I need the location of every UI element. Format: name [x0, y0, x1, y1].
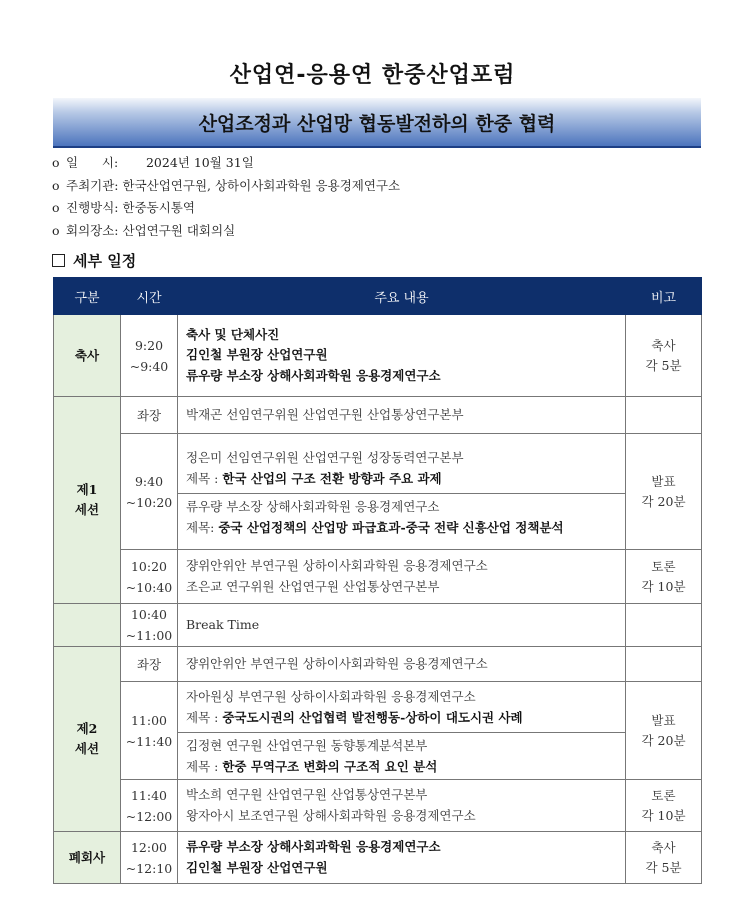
- note-cell: [626, 397, 702, 434]
- info-host: [52, 175, 400, 198]
- info-label: 일 시:: [66, 155, 119, 170]
- title-prefix: 제목 :: [186, 709, 223, 725]
- time-cell: [121, 550, 178, 604]
- title-prefix: 제목 :: [186, 470, 223, 486]
- title-text: 중국 산업정책의 산업망 파급효과-중국 전략 신흥산업 정책분석: [218, 519, 564, 535]
- time-start: 9:40: [134, 473, 164, 489]
- info-label: 회의장소:: [66, 222, 119, 238]
- content-line: 축사 및 단체사진: [186, 326, 280, 342]
- presenter-name: 자아원싱 부연구원 상하이사회과학원 응용경제연구소: [186, 689, 476, 704]
- presentation-title: [186, 757, 617, 778]
- section-heading: [52, 250, 136, 271]
- note-line: 각 20분: [641, 493, 686, 509]
- time-start: 11:00: [130, 712, 168, 728]
- content-cell: [178, 780, 626, 832]
- info-value: 2024년 10월 31일: [145, 155, 254, 170]
- time-start: 10:40: [130, 607, 168, 622]
- info-value: 산업연구원 대회의실: [122, 222, 236, 238]
- presentation-1: [186, 443, 617, 493]
- table-header-row: [54, 278, 702, 315]
- time-end: ~12:10: [125, 860, 173, 876]
- chair-label: 좌장: [121, 647, 178, 682]
- time-cell: [121, 315, 178, 397]
- division-line: 제2: [76, 721, 98, 736]
- section-title: 세부 일정: [73, 252, 137, 270]
- info-method: [52, 197, 400, 220]
- note-line: 발표: [651, 473, 676, 489]
- note-line: 발표: [651, 712, 676, 728]
- note-cell: [626, 647, 702, 682]
- title-text: 한중 무역구조 변화의 구조적 요인 분석: [222, 758, 438, 774]
- content-line: 김인철 부원장 산업연구원: [186, 347, 328, 363]
- division-line: 세션: [74, 502, 100, 517]
- table-row-closing: [54, 832, 702, 884]
- title-text: 중국도시권의 산업협력 발전행동-상하이 대도시권 사례: [222, 709, 523, 725]
- presentation-title: [186, 469, 617, 490]
- note-cell: [626, 604, 702, 647]
- presenter-name: 김정현 연구원 산업연구원 동향통계분석본부: [186, 738, 428, 753]
- info-date: [52, 152, 400, 175]
- time-end: ~10:40: [125, 579, 173, 595]
- note-line: 각 5분: [645, 357, 682, 373]
- header-time: 시간: [121, 278, 178, 315]
- break-label: Break Time: [178, 604, 626, 647]
- content-cell: [178, 832, 626, 884]
- note-line: 각 10분: [641, 807, 686, 823]
- table-row-break: [54, 604, 702, 647]
- bullet: o: [52, 177, 60, 193]
- note-cell: [626, 434, 702, 550]
- presenter-name: 류우량 부소장 상해사회과학원 응용경제연구소: [186, 499, 440, 514]
- chair-label: 좌장: [121, 397, 178, 434]
- time-cell: [121, 682, 178, 780]
- main-title: 산업연-응용연 한중산업포럼: [229, 63, 516, 88]
- time-cell: [121, 780, 178, 832]
- chair-name: 쟝위안위안 부연구원 상하이사회과학원 응용경제연구소: [178, 647, 626, 682]
- presentation-title: [186, 518, 617, 539]
- content-cell: [178, 315, 626, 397]
- table-row-opening: [54, 315, 702, 397]
- bullet: o: [52, 200, 60, 215]
- content-cell: [178, 434, 626, 550]
- presenter-name: 정은미 선임연구위원 산업연구원 성장동력연구본부: [186, 450, 464, 465]
- table-row-session1-chair: [54, 397, 702, 434]
- note-cell: [626, 832, 702, 884]
- table-row-session2-discussion: [54, 780, 702, 832]
- header-content: 주요 내용: [178, 278, 626, 315]
- time-cell: [121, 434, 178, 550]
- info-venue: [52, 220, 400, 243]
- note-line: 토론: [651, 787, 676, 803]
- subtitle-banner: [53, 98, 701, 148]
- time-cell: [121, 832, 178, 884]
- title-text: 한국 산업의 구조 전환 방향과 주요 과제: [222, 470, 442, 486]
- time-end: ~10:20: [125, 494, 173, 510]
- presentation-2: [178, 493, 625, 540]
- header-note: 비고: [626, 278, 702, 315]
- checkbox-square-icon: [52, 254, 65, 267]
- content-cell: [178, 682, 626, 780]
- schedule-table: [53, 277, 702, 884]
- division-break: [54, 604, 121, 647]
- presentation-title: [186, 708, 617, 729]
- division-line: 제1: [76, 482, 98, 497]
- division-session1: [54, 397, 121, 604]
- presentation-2: [178, 732, 625, 779]
- time-start: 10:20: [130, 558, 168, 574]
- time-end: ~11:40: [125, 733, 173, 749]
- time-cell: [121, 604, 178, 647]
- chair-name: 박재곤 선임연구위원 산업연구원 산업통상연구본부: [178, 397, 626, 434]
- time-start: 11:40: [130, 787, 168, 803]
- note-cell: [626, 682, 702, 780]
- content-cell: [178, 550, 626, 604]
- time-end: ~12:00: [125, 808, 173, 824]
- content-line: 김인철 부원장 산업연구원: [186, 859, 328, 875]
- division-session2: [54, 647, 121, 832]
- title-prefix: 제목 :: [186, 758, 223, 774]
- discussant: 왕자아시 보조연구원 상해사회과학원 응용경제연구소: [186, 807, 476, 823]
- note-line: 각 5분: [645, 859, 682, 875]
- header-division: 구분: [54, 278, 121, 315]
- division-closing: 폐회사: [54, 832, 121, 884]
- discussant: 박소희 연구원 산업연구원 산업통상연구본부: [186, 787, 428, 802]
- table-row-session1-discussion: [54, 550, 702, 604]
- info-list: [52, 152, 400, 242]
- division-opening: 축사: [54, 315, 121, 397]
- note-cell: [626, 550, 702, 604]
- bullet: o: [52, 155, 60, 170]
- bullet: o: [52, 222, 60, 238]
- discussant: 조은교 연구위원 산업연구원 산업통상연구본부: [186, 578, 440, 594]
- info-value: 한국산업연구원, 상하이사회과학원 응용경제연구소: [122, 177, 401, 193]
- division-line: 세션: [74, 741, 100, 756]
- note-line: 축사: [651, 337, 676, 353]
- time-end: ~11:00: [125, 628, 173, 643]
- info-value: 한중동시통역: [122, 200, 195, 215]
- note-line: 축사: [651, 839, 676, 855]
- table-row-session2-chair: [54, 647, 702, 682]
- note-cell: [626, 780, 702, 832]
- presentation-1: [186, 682, 617, 732]
- content-line: 류우량 부소장 상해사회과학원 응용경제연구소: [186, 367, 441, 383]
- time-start: 12:00: [130, 839, 168, 855]
- note-line: 각 20분: [641, 732, 686, 748]
- time-end: ~9:40: [129, 358, 169, 374]
- info-label: 주최기관:: [66, 177, 119, 193]
- note-line: 각 10분: [641, 578, 686, 594]
- note-cell: [626, 315, 702, 397]
- table-row-session2-presentations: [54, 682, 702, 780]
- discussant: 쟝위안위안 부연구원 상하이사회과학원 응용경제연구소: [186, 558, 488, 573]
- table-row-session1-presentations: [54, 434, 702, 550]
- info-label: 진행방식:: [66, 200, 119, 215]
- subtitle: 산업조정과 산업망 협동발전하의 한중 협력: [198, 112, 556, 135]
- note-line: 토론: [651, 558, 676, 574]
- content-line: 류우량 부소장 상해사회과학원 응용경제연구소: [186, 839, 441, 854]
- title-prefix: 제목:: [186, 519, 219, 535]
- time-start: 9:20: [134, 337, 164, 353]
